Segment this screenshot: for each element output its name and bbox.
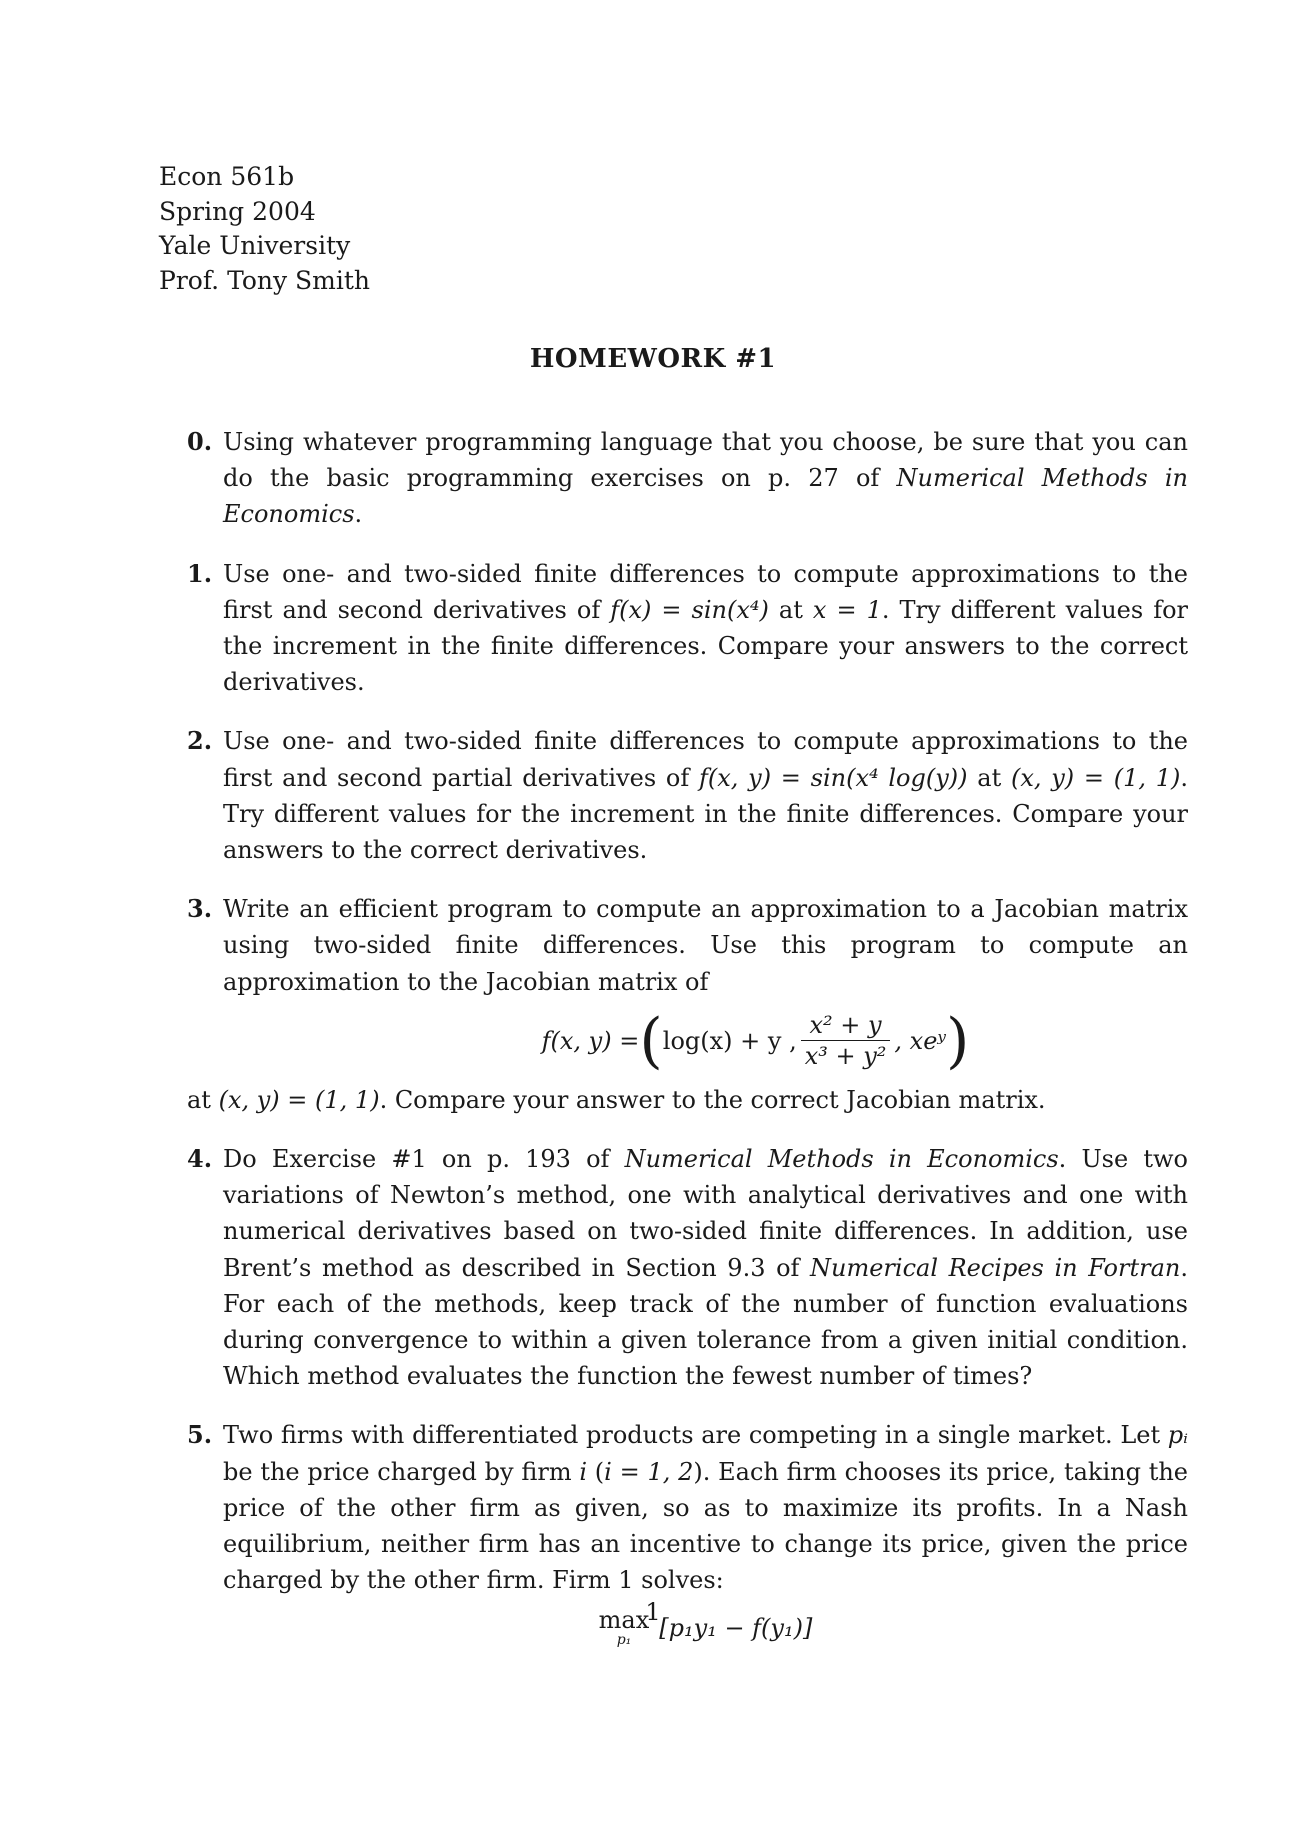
problem-text: Use one- and two-sided finite differences to compute approximations to the first and second partial derivatives of [223,727,1188,792]
problem-text: . [354,500,363,529]
problem-text: . For each of the methods, keep track of the number of function evaluations during convergence to within a given tolerance from a given initial condition. Which method evaluates the function the fewest number of times? [223,1253,1188,1391]
problem-3-continuation [187,1082,1188,1118]
objective-body: [p₁y₁ − f(y₁)] [659,1614,813,1643]
equation-term-3: , xeʸ [894,1026,946,1055]
book-title: Numerical Methods in Economics [223,464,1189,529]
math-variable: pᵢ [1167,1421,1188,1450]
book-title: Numerical Recipes in Fortran [810,1253,1181,1282]
math-function: f(x, y) = sin(x⁴ log(y)) [699,763,968,792]
right-paren: ) [945,1005,970,1076]
problem-3 [187,891,1188,1082]
fraction-denominator: x³ + y² [804,1042,887,1071]
course-term: Spring 2004 [159,196,316,226]
problem-number: 3. [187,894,213,924]
problem-text: at [187,1085,219,1114]
course-school: Yale University [159,231,351,260]
book-title: Numerical Methods in Economics [624,1145,1059,1174]
problem-2 [187,723,1188,868]
equation-fraction [801,1010,891,1071]
course-header [159,160,370,298]
equation-term-1: log(x) + y , [662,1026,797,1055]
left-paren: ( [639,1005,663,1076]
problem-number: 1. [187,558,213,588]
problem-text: be the price charged by firm [223,1457,580,1486]
problem-text: . Try different values for the increment in the finite differences. Compare your answers to the correct derivatives. [223,763,1189,865]
problem-text: . Compare your answer to the correct Jacobian matrix. [379,1085,1046,1114]
course-code: Econ 561b [159,162,295,191]
problem-text: Two firms with differentiated products are competing in a single market. Let [223,1421,1168,1450]
problem-text: Do Exercise #1 on p. 193 of [223,1145,625,1174]
problem-4 [187,1141,1188,1394]
math-point: x = 1 [812,595,882,624]
problem-0 [187,424,1188,533]
course-instructor: Prof. Tony Smith [159,265,371,295]
math-function: f(x) = sin(x⁴) [610,595,769,624]
max-subscript: p₁ [616,1632,632,1649]
problem-number: 5. [187,1420,213,1450]
math-point: (x, y) = (1, 1) [1010,763,1181,792]
page-title: HOMEWORK #1 [529,344,777,374]
problem-text: at [768,595,813,624]
problem-text: ( [587,1457,605,1486]
problem-text: Write an efficient program to compute an approximation to a Jacobian matrix using two-sided finite differences. Use this program to compute an approximation to the Jacobian matrix of [223,895,1188,996]
problem-text: ). Each firm chooses its price, taking the price of the other firm as given, so as to maximize its profits. In a Nash equilibrium, neither firm has an incentive to change its price, given the price charged by the other firm. Firm 1 solves: [223,1457,1188,1595]
problem-number: 2. [187,726,213,756]
problem-text: at [967,763,1011,792]
math-point: (x, y) = (1, 1) [218,1085,380,1114]
math-variable: i [579,1457,588,1486]
problem-1 [187,556,1188,701]
equation-lhs: f(x, y) = [541,1026,640,1055]
max-label: max [598,1606,650,1635]
jacobian-equation [323,1000,1188,1082]
fraction-numerator: x² + y [801,1010,891,1041]
problem-text: Use one- and two-sided finite differences to compute approximations to the first and second derivatives of [223,559,1188,624]
problem-text: . Try different values for the increment in the finite differences. Compare your answers to the correct derivatives. [223,595,1189,697]
math-range: i = 1, 2 [604,1457,694,1486]
problem-number: 0. [187,427,213,456]
problem-number: 4. [187,1144,213,1174]
problem-text: . Use two variations of Newton’s method, one with analytical derivatives and one with numerical derivatives based on two-sided finite differences. In addition, use Brent’s method as described in Section 9.3 of [223,1145,1188,1282]
problem-list [187,424,1188,1650]
problem-text: Using whatever programming language that you choose, be sure that you can do the basic programming exercises on p. 27 of [223,428,1188,493]
page-number: 1 [645,1598,661,1626]
